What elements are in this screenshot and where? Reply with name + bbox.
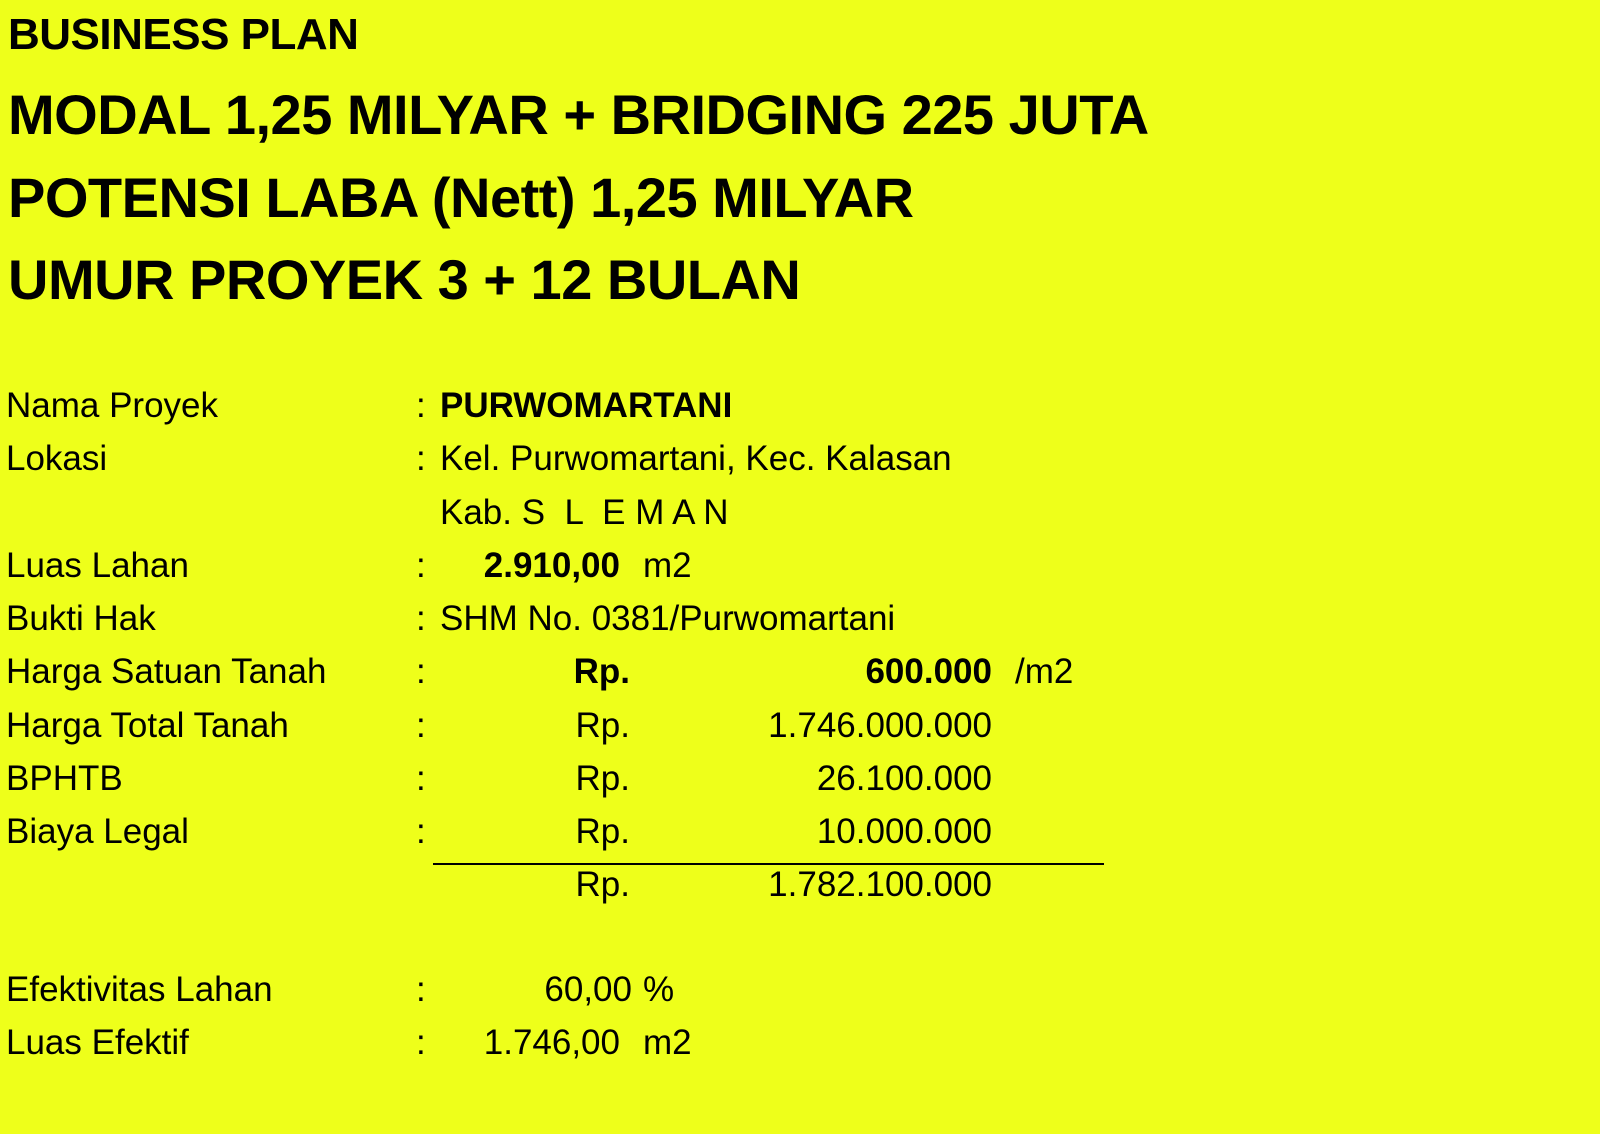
currency: Rp.: [575, 812, 630, 851]
location-line-1: Kel. Purwomartani, Kec. Kalasan: [440, 439, 952, 478]
title-deed-label: Bukti Hak: [6, 599, 156, 638]
colon: :: [416, 706, 426, 745]
bphtb-label: BPHTB: [6, 759, 123, 798]
colon: :: [416, 439, 426, 478]
legal-fee-value: 10.000.000: [816, 812, 992, 851]
effective-area-value: 1.746,00: [483, 1023, 620, 1062]
colon: :: [416, 970, 426, 1009]
colon: :: [416, 812, 426, 851]
project-name-label: Nama Proyek: [6, 386, 219, 425]
bphtb-value: 26.100.000: [816, 759, 992, 798]
effective-area-label: Luas Efektif: [6, 1023, 189, 1062]
legal-fee-label: Biaya Legal: [6, 812, 189, 851]
colon: :: [416, 386, 426, 425]
colon: :: [416, 546, 426, 585]
unit-price-value: 600.000: [865, 652, 992, 691]
doc-title: BUSINESS PLAN: [8, 10, 359, 59]
colon: :: [416, 759, 426, 798]
currency: Rp.: [575, 706, 630, 745]
effectiveness-label: Efektivitas Lahan: [6, 970, 273, 1009]
colon: :: [416, 652, 426, 691]
land-area-unit: m2: [643, 546, 692, 585]
effective-area-unit: m2: [643, 1023, 692, 1062]
total-cost-value: 1.782.100.000: [768, 865, 992, 904]
currency: Rp.: [573, 652, 630, 691]
land-total-value: 1.746.000.000: [768, 706, 992, 745]
location-label: Lokasi: [6, 439, 108, 478]
currency: Rp.: [575, 865, 630, 904]
capital-heading: MODAL 1,25 MILYAR + BRIDGING 225 JUTA: [8, 83, 1149, 146]
currency: Rp.: [575, 759, 630, 798]
profit-heading: POTENSI LABA (Nett) 1,25 MILYAR: [8, 166, 914, 229]
colon: :: [416, 599, 426, 638]
title-deed-value: SHM No. 0381/Purwomartani: [440, 599, 896, 638]
effectiveness-value: 60,00: [544, 970, 632, 1009]
effectiveness-unit: %: [643, 970, 675, 1009]
duration-heading: UMUR PROYEK 3 + 12 BULAN: [8, 248, 801, 311]
colon: :: [416, 1023, 426, 1062]
land-area-label: Luas Lahan: [6, 546, 189, 585]
location-line-2: Kab. S L E M A N: [440, 493, 729, 532]
land-area-value: 2.910,00: [483, 546, 620, 585]
land-total-label: Harga Total Tanah: [6, 706, 289, 745]
project-name-value: PURWOMARTANI: [440, 386, 733, 425]
unit-price-unit: /m2: [1015, 652, 1074, 691]
unit-price-label: Harga Satuan Tanah: [6, 652, 327, 691]
